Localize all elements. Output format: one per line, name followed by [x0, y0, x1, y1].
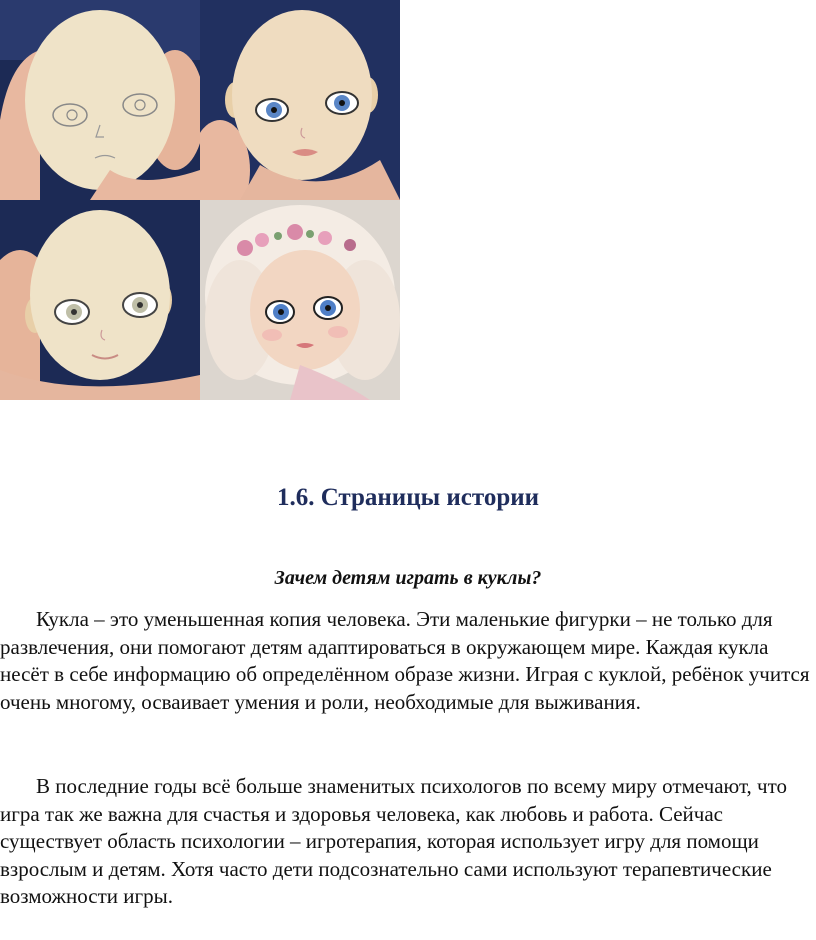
doll-face-collage [0, 0, 400, 400]
doll-painted-face-photo [200, 0, 400, 200]
doll-sketch-photo [0, 0, 200, 200]
section-subheading: Зачем детям играть в куклы? [274, 567, 542, 589]
section-heading: 1.6. Страницы истории [276, 484, 540, 511]
doll-in-progress-photo [0, 200, 200, 400]
body-paragraph-2: В последние годы всё больше знаменитых психологов по всему миру отмечают, что игра так же важна для счастья и здоровья человека, как любовь и работа. Сейчас существует область психологии – игротерапия, которая использует игру для помощи взрослым и детям. Хотя часто дети подсознательно сами используют терапевтические возможности игры. [0, 774, 788, 908]
body-paragraph-1: Кукла – это уменьшенная копия человека. Эти маленькие фигурки – не только для развлечения, они помогают детям адаптироваться в окружающем мире. Каждая кукла несёт в себе информацию об определённом образе жизни. Играя с куклой, ребёнок учится очень многому, осваивает умения и роли, необходимые для выживания. [0, 607, 810, 714]
finished-doll-photo [200, 200, 400, 400]
